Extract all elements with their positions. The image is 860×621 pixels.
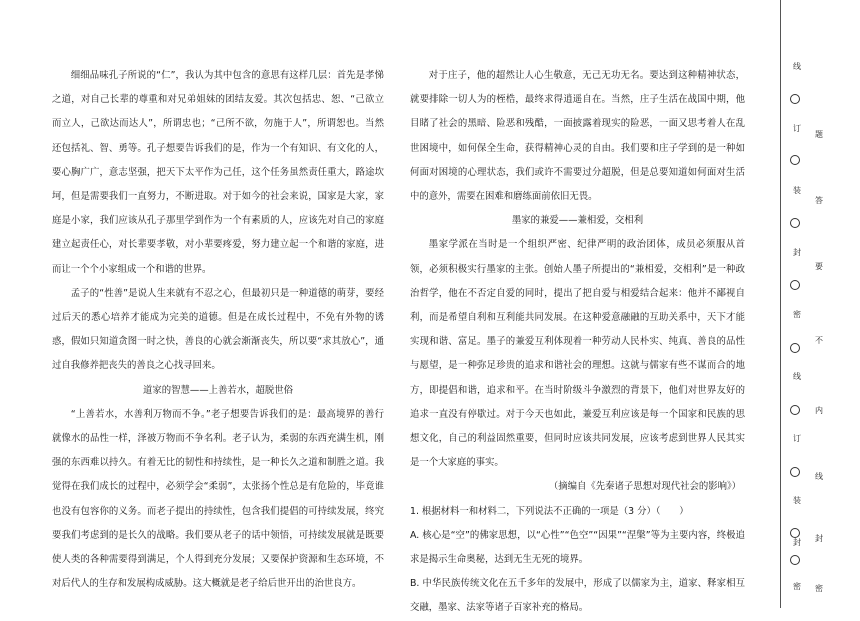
binding-hole-circle	[790, 555, 800, 565]
binding-hole-circle	[790, 155, 800, 165]
seal-word: 封	[793, 538, 801, 547]
heading-daoist: 道家的智慧——上善若水，超脱世俗	[142, 384, 293, 396]
seal-word: 密	[793, 310, 801, 319]
paragraph-zhuangzi: 对于庄子，他的超然让人心生敬意，无己无功无名。要达到这种精神状态，就要排除一切人为的桎梏，最终求得逍遥自在。当然，庄子生活在战国中期，他目睹了社会的黑暗、险恶和残酷，一面披露着现实的险恶，一面又思考着人在乱世困境中，如何保全生命，获得精神心灵的自由。我们要和庄子学到的是一种如何面对困境的心理状态，我们或许不需要过分超脱，但是总要知道如何面对生活中的意外，需要在困难和磨练面前依旧无畏。	[410, 70, 745, 203]
seal-word: 密	[793, 582, 801, 591]
binding-hole-circle	[790, 343, 800, 353]
margin-warning-char: 不	[815, 336, 823, 345]
paragraph-mozi: 墨家学派在当时是一个组织严密、纪律严明的政治团体，成员必须服从首领，必须积极实行墨家的主张。创始人墨子所提出的“兼相爱，交相利”是一种政治哲学，他在不否定自爱的同时，提出了把自爱与相爱结合起来：他并不鄙视自利，而是希望自利和互利能共同发展。在这种爱意融融的互助关系中，天下才能实现和谐、富足。墨子的兼爱互利体现着一种劳动人民朴实、纯真、善良的品性与愿望，是一种弥足珍贵的追求和谐社会的理想。这就与儒家有些不谋而合的地方，即提倡和谐，追求和平。在当时阶级斗争激烈的背景下，他们对世界友好的追求一直没有停歇过。对于今天也如此，兼爱互利应该是每一个国家和民族的思想文化，自己的利益固然重要，但同时应该共同发展，应该考虑到世界人民其实是一个大家庭的事实。	[410, 239, 745, 469]
seal-word: 线	[793, 372, 801, 381]
margin-warning-char: 线	[815, 472, 823, 481]
margin-warning-char: 题	[815, 130, 823, 139]
binding-hole-circle	[790, 94, 800, 104]
paragraph-mencius: 孟子的“性善”是说人生来就有不忍之心，但最初只是一种道德的萌芽，要经过后天的悉心培养才能成为完美的道德。但是在成长过程中，不免有外物的诱惑，假如只知道贪图一时之快，善良的心就会渐渐丧失，所以要“求其放心”，通过自我修养把丧失的善良之心找寻回来。	[52, 287, 384, 372]
margin-warning-char: 答	[815, 196, 823, 205]
paragraph-confucius-ren: 细细品味孔子所说的“仁”，我认为其中包含的意思有这样几层：首先是孝悌之道，对自己长辈的尊重和对兄弟姐妹的团结友爱。其次包括忠、恕、“己欲立而立人，己欲达而达人”，所谓忠也；“己所不欲，勿施于人”，所谓恕也。当然还包括礼、智、勇等。孔子想要告诉我们的是，作为一个有知识、有文化的人，要心胸广广，意志坚强，把天下太平作为己任，这个任务虽然责任重大，路途坎坷，但是需要我们一直努力，不断进取。对于如今的社会来说，国家是大家，家庭是小家，我们应该从孔子那里学到作为一个有素质的人，应该先对自己的家庭建立起责任心，对长辈要孝敬，对小辈要疼爱，努力建立起一个和谐的家庭，进而让一个个小家组成一个和谐的世界。	[52, 70, 384, 275]
margin-warning-char: 密	[815, 584, 823, 593]
margin-warning-char: 内	[815, 406, 823, 415]
left-column	[52, 64, 384, 596]
question-1: 1. 根据材料一和材料二，下列说法不正确的一项是（3 分）（ ）	[410, 505, 689, 517]
binding-margin-line	[780, 0, 781, 608]
binding-hole-circle	[790, 528, 800, 538]
source-citation: （摘编自《先秦诸子思想对现代社会的影响》）	[548, 481, 741, 493]
seal-word: 装	[793, 496, 801, 505]
option-b: B. 中华民族传统文化在五千多年的发展中，形成了以儒家为主，道家、释家相互交融，墨家、法家等诸子百家补充的格局。	[410, 578, 745, 614]
binding-hole-circle	[790, 218, 800, 228]
binding-hole-circle	[790, 467, 800, 477]
heading-mohist: 墨家的兼爱——兼相爱，交相利	[511, 215, 644, 227]
binding-hole-circle	[790, 405, 800, 415]
option-a: A. 核心是“空”的佛家思想，以“心性”“色空”“因果”“涅槃”等为主要内容，终极追求是揭示生命奥秘，达到无生无死的境界。	[410, 529, 745, 566]
seal-word: 线	[793, 62, 801, 71]
binding-hole-circle	[790, 280, 800, 290]
margin-warning-char: 要	[815, 262, 823, 271]
right-column	[410, 64, 745, 621]
margin-warning-char: 封	[815, 534, 823, 543]
seal-word: 订	[793, 124, 801, 133]
seal-word: 装	[793, 186, 801, 195]
seal-word: 封	[793, 248, 801, 257]
paragraph-laozi: “上善若水，水善利万物而不争。”老子想要告诉我们的是：最高境界的善行就像水的品性一样，泽被万物而不争名利。老子认为，柔弱的东西充满生机，刚强的东西难以持久。有着无比的韧性和持续性，是一种长久之道和制胜之道。我觉得在我们成长的过程中，必须学会“柔弱”，太张扬个性总是有危险的，毕竟谁也没有包容你的义务。而老子提出的持续性，包含我们提倡的可持续发展，终究要我们考虑到的是长久的战略。我们要从老子的话中领悟，可持续发展就是既要使人类的各种需要得到满足，个人得到充分发展；又要保护资源和生态环境，不对后代人的生存和发展构成威胁。这大概就是老子给后世开出的治世良方。	[52, 408, 384, 590]
seal-word: 订	[793, 434, 801, 443]
